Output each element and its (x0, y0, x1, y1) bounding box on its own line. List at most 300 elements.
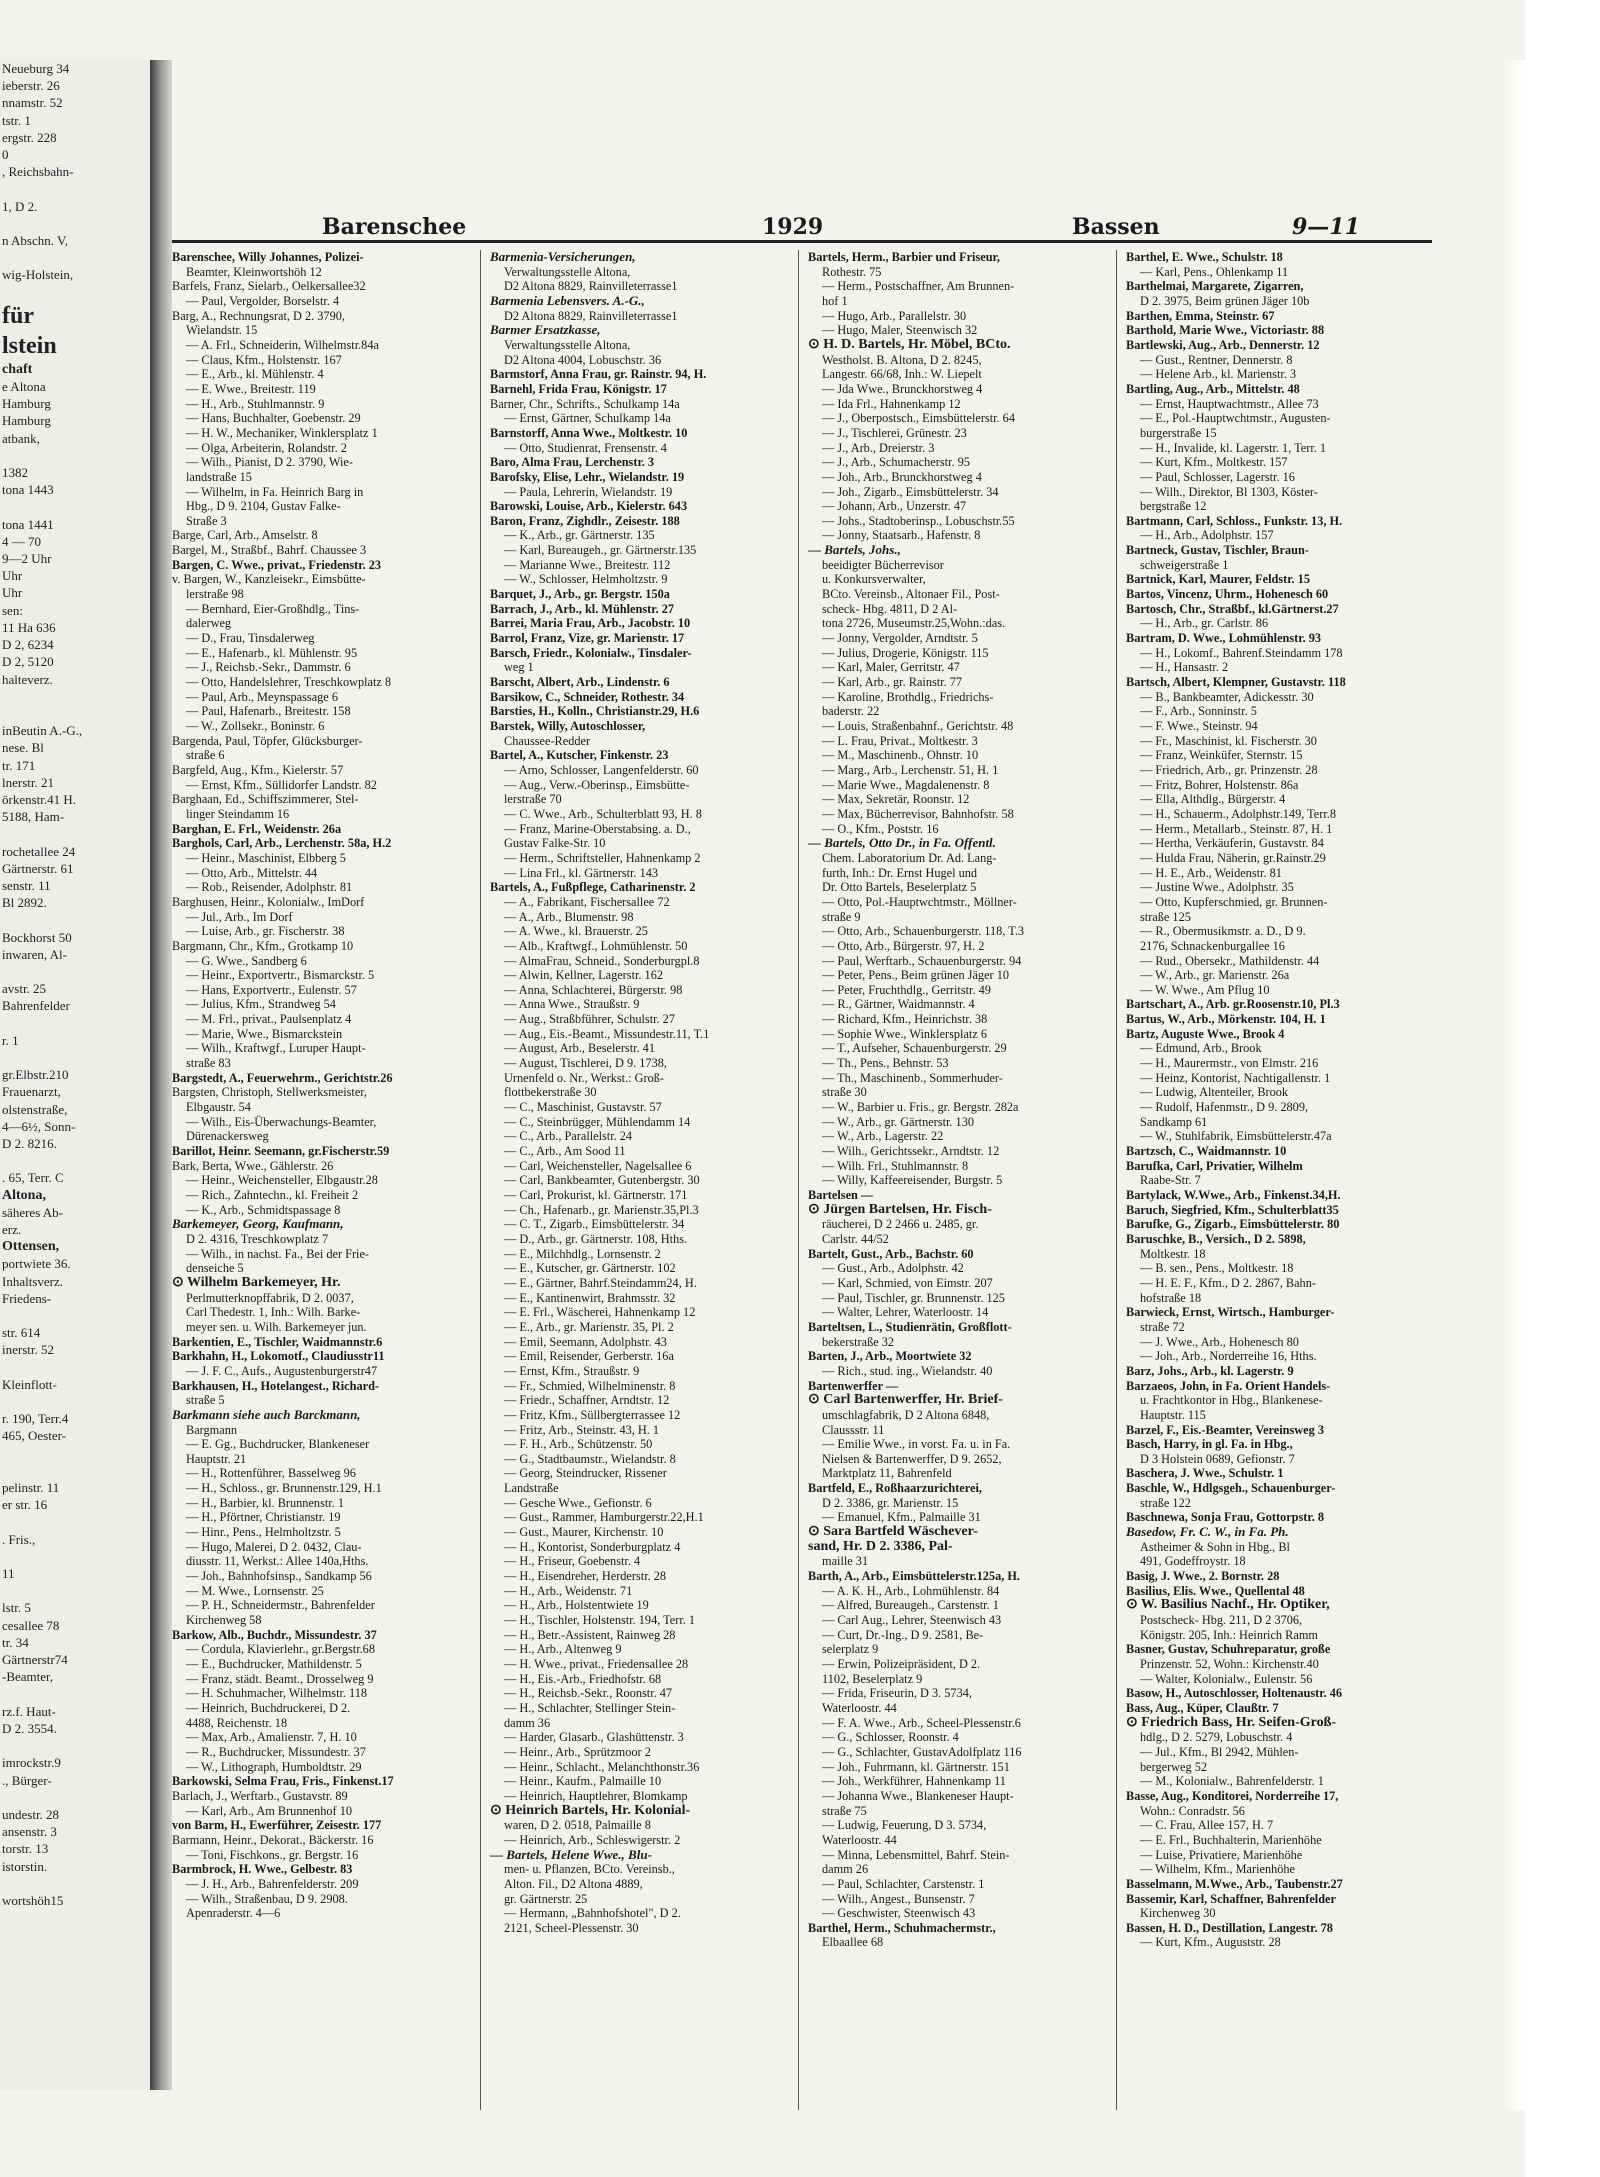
directory-entry: lerstraße 98 (186, 587, 244, 602)
margin-line: r. 1 (2, 1032, 19, 1048)
directory-entry: — Gust., Rentner, Dennerstr. 8 (1140, 352, 1293, 367)
directory-entry: — Hugo, Malerei, D 2. 0432, Clau- (186, 1539, 362, 1554)
directory-entry: Bartelsen — (808, 1188, 874, 1202)
directory-entry: — E. Frl., Wäscherei, Hahnenkamp 12 (504, 1305, 696, 1320)
margin-line: Hamburg (2, 396, 51, 412)
directory-entry: — G., Stadtbaumstr., Wielandstr. 8 (504, 1451, 676, 1466)
directory-entry: bekerstraße 32 (822, 1334, 895, 1349)
directory-entry: — Gust., Arb., Adolphstr. 42 (822, 1261, 964, 1276)
directory-entry: — Hertha, Verkäuferin, Gustavstr. 84 (1140, 836, 1324, 851)
directory-entry: D 2. 4316, Treschkowplatz 7 (186, 1231, 329, 1246)
directory-entry: — Hugo, Maler, Steenwisch 32 (822, 323, 978, 338)
margin-line (0, 1789, 150, 1806)
directory-entry: — H., Schlachter, Stellinger Stein- (504, 1700, 676, 1715)
directory-entry: furth, Inh.: Dr. Ernst Hugel und (822, 865, 978, 880)
directory-entry: Bartschart, A., Arb. gr.Roosenstr.10, Pl.3 (1126, 997, 1340, 1012)
margin-line: rochetallee 24 (2, 843, 76, 859)
directory-entry: — Otto, Arb., Schauenburgerstr. 118, T.3 (822, 924, 1025, 939)
column-2 (490, 250, 788, 2110)
directory-entry: Baschle, W., Hdlgsgeh., Schauenburger- (1126, 1481, 1336, 1496)
directory-entry: Dr. Otto Bartels, Beselerplatz 5 (822, 880, 977, 895)
directory-entry: — Ernst, Gärtner, Schulkamp 14a (504, 411, 671, 426)
directory-entry: — Rich., Zahntechn., kl. Freiheit 2 (186, 1188, 359, 1202)
directory-entry: u. Frachtkontor in Hbg., Blankenese- (1140, 1393, 1323, 1408)
directory-entry: maille 31 (822, 1554, 869, 1569)
directory-entry: — Jda Wwe., Brunckhorstweg 4 (822, 381, 983, 396)
directory-entry: Apenraderstr. 4—6 (186, 1906, 281, 1921)
directory-entry: Bargstedt, A., Feuerwehrm., Gerichtstr.26 (172, 1070, 393, 1085)
margin-line: nnamstr. 52 (2, 95, 63, 111)
directory-entry: — Hans, Exportvertr., Eulenstr. 57 (186, 982, 357, 997)
directory-entry: — J. F. C., Aufs., Augustenburgerstr47 (186, 1363, 378, 1378)
directory-entry: — E., Hafenarb., kl. Mühlenstr. 95 (186, 645, 358, 660)
directory-entry: — Kurt, Kfm., Moltkestr. 157 (1140, 455, 1288, 470)
directory-entry: 491, Godeffroystr. 18 (1140, 1554, 1246, 1569)
directory-entry: — Joh., Arb., Brunckhorstweg 4 (822, 469, 982, 484)
directory-entry: Königstr. 205, Inh.: Heinrich Ramm (1140, 1627, 1318, 1642)
directory-entry: Hbg., D 9. 2104, Gustav Falke- (186, 499, 341, 514)
directory-entry: — J., Tischlerei, Grünestr. 23 (822, 425, 967, 440)
page-header (172, 178, 1432, 240)
directory-entry: Barrach, J., Arb., kl. Mühlenstr. 27 (490, 601, 675, 616)
directory-entry: — Toni, Fischkons., gr. Bergstr. 16 (186, 1847, 359, 1862)
directory-entry: — Friedr., Schaffner, Arndtstr. 12 (504, 1393, 670, 1408)
directory-entry: — E., Arb., gr. Marienstr. 35, Pl. 2 (504, 1319, 674, 1334)
directory-entry: — Heinrich, Buchdruckerei, D 2. (186, 1700, 351, 1715)
directory-entry: Barge, Carl, Arb., Amselstr. 8 (172, 528, 318, 543)
directory-entry: Barmenia Lebensvers. A.-G., (490, 293, 645, 308)
directory-entry: — Paul, Tischler, gr. Brunnenstr. 125 (822, 1290, 1005, 1305)
directory-entry: — August, Tischlerei, D 9. 1738, (504, 1056, 667, 1071)
directory-entry: — H., Kontorist, Sonderburgplatz 4 (504, 1539, 681, 1554)
directory-entry: Barfels, Franz, Sielarb., Oelkersallee32 (172, 279, 366, 294)
directory-entry: — Gust., Rammer, Hamburgerstr.22,H.1 (504, 1510, 704, 1525)
directory-entry: — Jul., Kfm., Bl 2942, Mühlen- (1140, 1744, 1299, 1759)
directory-entry: — Karl, Maler, Gerritstr. 47 (822, 660, 960, 675)
directory-entry: Barg, A., Rechnungsrat, D 2. 3790, (172, 308, 345, 323)
directory-entry: — Otto, Arb., Bürgerstr. 97, H. 2 (822, 938, 985, 953)
margin-line: Ottensen, (2, 1239, 60, 1255)
directory-entry: — Anna, Schlachterei, Bürgerstr. 98 (504, 982, 683, 997)
directory-entry: Barthel, Herm., Schuhmachermstr., (808, 1920, 996, 1935)
directory-entry: — H., Schauerm., Adolphstr.149, Terr.8 (1140, 806, 1336, 821)
margin-line: olstenstraße, (2, 1101, 68, 1117)
margin-line (0, 1582, 150, 1599)
margin-line: Neueburg 34 (2, 61, 70, 76)
margin-line: str. 614 (2, 1325, 41, 1341)
directory-entry: Bassemir, Karl, Schaffner, Bahrenfelder (1126, 1891, 1336, 1906)
directory-entry: — Gust., Maurer, Kirchenstr. 10 (504, 1525, 664, 1540)
directory-entry: D2 Altona 8829, Rainvilleterrasse1 (504, 308, 678, 323)
directory-entry: flottbekerstraße 30 (504, 1085, 597, 1100)
directory-entry: — Hermann, „Bahnhofshotel", D 2. (504, 1906, 681, 1921)
directory-entry: — Franz, städt. Beamt., Drosselweg 9 (186, 1671, 374, 1686)
directory-entry: straße 30 (822, 1085, 867, 1100)
directory-entry: Barmann, Heinr., Dekorat., Bäckerstr. 16 (172, 1832, 374, 1847)
directory-entry: Bartel, A., Kutscher, Finkenstr. 23 (490, 748, 669, 763)
directory-entry: — Luise, Arb., gr. Fischerstr. 38 (186, 924, 345, 939)
directory-entry: Barthen, Emma, Steinstr. 67 (1126, 308, 1275, 323)
margin-line: er str. 16 (2, 1497, 48, 1513)
directory-entry: — Bartels, Otto Dr., in Fa. Offentl. (808, 836, 996, 851)
directory-entry: Moltkestr. 18 (1140, 1246, 1206, 1261)
directory-entry: — Kurt, Kfm., Auguststr. 28 (1140, 1935, 1281, 1950)
directory-entry: Barufka, Carl, Privatier, Wilhelm (1126, 1158, 1303, 1173)
directory-entry: — Paula, Lehrerin, Wielandstr. 19 (504, 484, 673, 499)
directory-entry: — Cordula, Klavierlehr., gr.Bergstr.68 (186, 1642, 375, 1657)
margin-line: , Reichsbahn- (2, 164, 74, 180)
directory-entry: Claussstr. 11 (822, 1422, 885, 1437)
margin-line: tona 1443 (2, 482, 54, 498)
directory-entry: — Bartels, Helene Wwe., Blu- (490, 1847, 652, 1862)
directory-entry: — T., Aufseher, Schauenburgerstr. 29 (822, 1041, 1007, 1056)
directory-entry: — Sophie Wwe., Winklersplatz 6 (822, 1026, 988, 1041)
directory-entry: damm 26 (822, 1862, 869, 1877)
directory-entry: Bartels, A., Fußpflege, Catharinenstr. 2 (490, 880, 696, 895)
margin-line: Gärtnerstr74 (2, 1652, 68, 1668)
directory-entry: — Johanna Wwe., Blankeneser Haupt- (822, 1788, 1014, 1803)
directory-entry: Barmbrock, H. Wwe., Gelbestr. 83 (172, 1862, 353, 1877)
margin-line: 5188, Ham- (2, 809, 65, 825)
directory-entry: — M., Kolonialw., Bahrenfelderstr. 1 (1140, 1774, 1324, 1789)
adjacent-page-fragment (0, 60, 150, 2090)
margin-line (0, 1462, 150, 1479)
directory-entry: — Carl, Bankbeamter, Gutenbergstr. 30 (504, 1173, 700, 1188)
directory-entry: — H., Tischler, Holstenstr. 194, Terr. 1 (504, 1613, 696, 1628)
directory-entry: dalerweg (186, 616, 232, 631)
directory-entry: Barmstorf, Anna Frau, gr. Rainstr. 94, H. (490, 367, 707, 382)
margin-line: ansenstr. 3 (2, 1824, 57, 1840)
directory-entry: D2 Altona 8829, Rainvilleterrasse1 (504, 279, 678, 294)
margin-line: n Abschn. V, (2, 233, 68, 249)
directory-entry: ⊙ W. Basilius Nachf., Hr. Optiker, (1126, 1598, 1330, 1613)
directory-entry: — Jul., Arb., Im Dorf (186, 909, 293, 924)
margin-line: inerstr. 52 (2, 1342, 54, 1358)
directory-entry: — H., Eis.-Arb., Friedhofstr. 68 (504, 1671, 662, 1686)
directory-entry: Basedow, Fr. C. W., in Fa. Ph. (1126, 1525, 1289, 1540)
directory-entry: — C., Arb., Parallelstr. 24 (504, 1129, 633, 1144)
margin-line (0, 284, 150, 301)
directory-entry: — Fritz, Kfm., Süllbergterrassee 12 (504, 1407, 681, 1422)
directory-entry: Basse, Aug., Konditorei, Norderreihe 17, (1126, 1788, 1339, 1803)
directory-entry: Bargsten, Christoph, Stellwerksmeister, (172, 1085, 367, 1100)
margin-line: Bl 2892. (2, 895, 47, 911)
directory-entry: Bartenwerffer — (808, 1378, 899, 1393)
directory-entry: scheck- Hbg. 4811, D 2 Al- (822, 601, 958, 616)
page-edge-shadow (1500, 60, 1525, 2110)
directory-entry: Barsties, H., Kolln., Christianstr.29, H.6 (490, 704, 700, 719)
directory-entry: — Lina Frl., kl. Gärtnerstr. 143 (504, 865, 659, 880)
directory-entry: Barkmann siehe auch Barckmann, (172, 1407, 361, 1422)
directory-entry: — Wilhelm, in Fa. Heinrich Barg in (186, 484, 364, 499)
directory-entry: — Wilh., Eis-Überwachungs-Beamter, (186, 1114, 377, 1129)
directory-entry: — H., Eisendreher, Herderstr. 28 (504, 1569, 667, 1584)
margin-line: 4—6½, Sonn- (2, 1118, 76, 1134)
directory-entry: — H., Friseur, Goebenstr. 4 (504, 1554, 641, 1569)
directory-entry: — W., Arb., Lagerstr. 22 (822, 1129, 944, 1144)
directory-entry: — Emil, Reisender, Gerberstr. 16a (504, 1349, 674, 1364)
margin-line (0, 705, 150, 722)
margin-line (0, 1393, 150, 1410)
directory-entry: landstraße 15 (186, 469, 252, 484)
directory-entry: — R., Buchdrucker, Missundestr. 37 (186, 1744, 366, 1759)
directory-entry: — J., Oberpostsch., Eimsbüttelerstr. 64 (822, 411, 1015, 426)
margin-line: 1, D 2. (2, 198, 38, 214)
directory-entry: — Karl, Arb., gr. Rainstr. 77 (822, 675, 963, 690)
directory-entry: — Herm., Metallarb., Steinstr. 87, H. 1 (1140, 821, 1333, 836)
margin-line: lnerstr. 21 (2, 774, 54, 790)
directory-entry: — Karoline, Brothdlg., Friedrichs- (822, 689, 994, 704)
directory-entry: — W., Stuhlfabrik, Eimsbüttelerstr.47a (1140, 1129, 1332, 1144)
directory-entry: — Alfred, Bureaugeh., Carstenstr. 1 (822, 1598, 999, 1613)
directory-entry: — Rudolf, Hafenmstr., D 9. 2809, (1140, 1100, 1309, 1115)
directory-entry: — H., Lokomf., Bahrenf.Steindamm 178 (1140, 645, 1343, 660)
directory-entry: — Helene Arb., kl. Marienstr. 3 (1140, 367, 1297, 382)
directory-entry: Barrol, Franz, Vize, gr. Marienstr. 17 (490, 631, 685, 646)
directory-entry: — Luise, Privatiere, Marienhöhe (1140, 1847, 1303, 1862)
directory-entry: Barner, Chr., Schrifts., Schulkamp 14a (490, 396, 680, 411)
margin-line (0, 1015, 150, 1032)
margin-line: nese. Bl (2, 740, 44, 756)
directory-entry: Bargenda, Paul, Töpfer, Glücksburger- (172, 733, 363, 748)
directory-entry: Kirchenweg 58 (186, 1613, 262, 1628)
margin-line: ., Bürger- (2, 1772, 52, 1788)
directory-entry: — Wilh., Straßenbau, D 9. 2908. (186, 1891, 348, 1906)
directory-entry: bergerweg 52 (1140, 1759, 1208, 1774)
margin-line: . Fris., (2, 1531, 36, 1547)
directory-entry: — Jonny, Vergolder, Arndtstr. 5 (822, 631, 978, 646)
directory-entry: — C., Steinbrügger, Mühlendamm 14 (504, 1114, 691, 1129)
directory-entry: — Ella, Althdlg., Bürgerstr. 4 (1140, 792, 1286, 807)
directory-entry: — Justine Wwe., Adolphstr. 35 (1140, 880, 1294, 895)
margin-line: sen: (2, 602, 23, 618)
directory-entry: — A., Arb., Blumenstr. 98 (504, 909, 634, 924)
directory-entry: — M. Wwe., Lornsenstr. 25 (186, 1583, 324, 1598)
directory-entry: — H., Schloss., gr. Brunnenstr.129, H.1 (186, 1481, 382, 1496)
directory-entry: — Paul, Werftarb., Schauenburgerstr. 94 (822, 953, 1022, 968)
directory-entry: Langestr. 66/68, Inh.: W. Liepelt (822, 367, 982, 382)
directory-entry: — F., Arb., Sonninstr. 5 (1140, 704, 1257, 719)
directory-entry: — E. Gg., Buchdrucker, Blankeneser (186, 1437, 370, 1452)
directory-entry: — Minna, Lebensmittel, Bahrf. Stein- (822, 1847, 1010, 1862)
directory-entry: — Joh., Fuhrmann, kl. Gärtnerstr. 151 (822, 1759, 1010, 1774)
margin-line: undestr. 28 (2, 1806, 60, 1822)
directory-entry: — H., Barbier, kl. Brunnenstr. 1 (186, 1495, 344, 1510)
margin-line: atbank, (2, 430, 40, 446)
directory-entry: — Arno, Schlosser, Langenfelderstr. 60 (504, 762, 699, 777)
directory-entry: straße 9 (822, 909, 861, 924)
directory-entry: Bargfeld, Aug., Kfm., Kielerstr. 57 (172, 762, 344, 777)
directory-entry: Bartz, Auguste Wwe., Brook 4 (1126, 1026, 1285, 1041)
margin-line: D 2, 5120 (2, 654, 54, 670)
directory-entry: — Julius, Drogerie, Königstr. 115 (822, 645, 989, 660)
margin-line: 11 Ha 636 (2, 619, 56, 635)
directory-entry: — E., Buchdrucker, Mathildenstr. 5 (186, 1657, 362, 1671)
directory-entry: — A. K. H., Arb., Lohmühlenstr. 84 (822, 1583, 1000, 1598)
margin-line: rz.f. Haut- (2, 1703, 56, 1719)
margin-line: Bahrenfelder (2, 998, 70, 1014)
margin-line: torstr. 13 (2, 1841, 49, 1857)
directory-page (172, 178, 1432, 2118)
directory-entry: — Friedrich, Arb., gr. Prinzenstr. 28 (1140, 762, 1318, 777)
directory-entry: ⊙ Carl Bartenwerffer, Hr. Brief- (808, 1393, 1003, 1408)
directory-entry: — H. E., Arb., Weidenstr. 81 (1140, 865, 1282, 880)
directory-entry: — W., Barbier u. Fris., gr. Bergstr. 282a (822, 1100, 1019, 1115)
directory-entry: 1102, Beselerplatz 9 (822, 1671, 923, 1686)
margin-line: 11 (2, 1566, 15, 1582)
margin-line: imrockstr.9 (2, 1755, 61, 1771)
directory-entry: — H., Maurermstr., von Elmstr. 216 (1140, 1056, 1319, 1071)
directory-entry: Barkowski, Selma Frau, Fris., Finkenst.17 (172, 1774, 394, 1789)
directory-entry: — Fritz, Arb., Steinstr. 43, H. 1 (504, 1422, 660, 1437)
directory-entry: — H., Hansastr. 2 (1140, 660, 1229, 675)
directory-entry: Bassen, H. D., Destillation, Langestr. 78 (1126, 1920, 1333, 1935)
directory-entry: — Marg., Arb., Lerchenstr. 51, H. 1 (822, 762, 999, 777)
directory-entry: — Carl Aug., Lehrer, Steenwisch 43 (822, 1613, 1002, 1628)
directory-entry: Postscheck- Hbg. 211, D 2 3706, (1140, 1613, 1303, 1628)
directory-entry: von Barm, H., Ewerführer, Zeisestr. 177 (172, 1818, 382, 1833)
directory-entry: Sandkamp 61 (1140, 1114, 1208, 1129)
directory-entry: denseiche 5 (186, 1261, 244, 1276)
directory-entry: straße 125 (1140, 909, 1191, 924)
directory-entry: Bartram, D. Wwe., Lohmühlenstr. 93 (1126, 631, 1322, 646)
directory-entry: beeidigter Bücherrevisor (822, 557, 944, 572)
directory-entry: — K., Arb., Schmidtspassage 8 (186, 1202, 341, 1217)
directory-entry: schweigerstraße 1 (1140, 557, 1229, 572)
directory-entry: Barstek, Willy, Autoschlosser, (490, 719, 646, 733)
directory-entry: lerstraße 70 (504, 792, 562, 807)
margin-line (0, 688, 150, 705)
directory-entry: — Frida, Friseurin, D 3. 5734, (822, 1686, 972, 1701)
directory-entry: — B., Bankbeamter, Adickesstr. 30 (1140, 689, 1314, 704)
directory-entry: — Edmund, Arb., Brook (1140, 1041, 1262, 1056)
directory-entry: diusstr. 11, Werkst.: Allee 140a,Hths. (186, 1554, 369, 1569)
directory-entry: hofstraße 18 (1140, 1290, 1202, 1305)
directory-entry: Barrei, Maria Frau, Arb., Jacobstr. 10 (490, 616, 691, 631)
directory-entry: Bartelt, Gust., Arb., Bachstr. 60 (808, 1246, 974, 1261)
directory-entry: selerplatz 9 (822, 1642, 879, 1657)
directory-entry: D 2. 3386, gr. Marienstr. 15 (822, 1495, 959, 1510)
margin-line: säheres Ab- (2, 1204, 64, 1220)
directory-entry: Barnstorff, Anna Wwe., Moltkestr. 10 (490, 425, 688, 440)
directory-entry: Bartneck, Gustav, Tischler, Braun- (1126, 543, 1309, 558)
directory-entry: damm 36 (504, 1715, 551, 1730)
directory-entry: — Wilh., Direktor, Bl 1303, Köster- (1140, 484, 1318, 499)
directory-entry: — Johs., Stadtoberinsp., Lobuschstr.55 (822, 513, 1015, 528)
directory-entry: Bargmann (186, 1422, 238, 1437)
directory-entry: D 2. 3975, Beim grünen Jäger 10b (1140, 293, 1310, 308)
directory-entry: — Carl, Weichensteller, Nagelsallee 6 (504, 1158, 692, 1173)
directory-entry: — H., Pförtner, Christianstr. 19 (186, 1510, 341, 1525)
margin-line (0, 1152, 150, 1169)
margin-line: gr.Elbstr.210 (2, 1067, 69, 1083)
directory-entry: — H., Arb., Weidenstr. 71 (504, 1583, 633, 1598)
directory-entry: Barthelmai, Margarete, Zigarren, (1126, 279, 1304, 294)
directory-entry: — Wilh. Frl., Stuhlmannstr. 8 (822, 1158, 969, 1173)
directory-entry: v. Bargen, W., Kanzleisekr., Eimsbütte- (172, 572, 366, 587)
directory-entry: Carlstr. 44/52 (822, 1231, 889, 1246)
directory-entry: — E. Wwe., Breitestr. 119 (186, 381, 316, 396)
directory-entry: — Ch., Hafenarb., gr. Marienstr.35,Pl.3 (504, 1202, 699, 1217)
directory-entry: Bargen, C. Wwe., privat., Friedenstr. 23 (172, 557, 382, 572)
directory-entry: — E., Gärtner, Bahrf.Steindamm24, H. (504, 1275, 697, 1290)
margin-line (0, 1875, 150, 1892)
directory-entry: Waterloostr. 44 (822, 1700, 897, 1715)
directory-entry: — Heinr., Maschinist, Elbberg 5 (186, 850, 346, 865)
directory-entry: Barlach, J., Werftarb., Gustavstr. 89 (172, 1788, 348, 1803)
directory-entry: Baschera, J. Wwe., Schulstr. 1 (1126, 1466, 1284, 1481)
directory-entry: linger Steindamm 16 (186, 806, 290, 821)
margin-line: wig-Holstein, (2, 267, 74, 283)
directory-entry: — L. Frau, Privat., Moltkestr. 3 (822, 733, 978, 748)
margin-line: Friedens- (2, 1290, 52, 1306)
directory-entry: Straße 3 (186, 513, 227, 528)
directory-entry: — Harder, Glasarb., Glashüttenstr. 3 (504, 1730, 684, 1745)
margin-line: halteverz. (2, 671, 53, 687)
directory-entry: — K., Arb., gr. Gärtnerstr. 135 (504, 528, 655, 543)
directory-entry: — Heinz, Kontorist, Nachtigallenstr. 1 (1140, 1070, 1331, 1085)
directory-entry: — H. W., Mechaniker, Winklersplatz 1 (186, 425, 378, 440)
directory-entry: Gustav Falke-Str. 10 (504, 836, 606, 851)
directory-entry: — O., Kfm., Poststr. 16 (822, 821, 939, 836)
directory-entry: — W. Wwe., Am Pflug 10 (1140, 982, 1270, 997)
margin-line: senstr. 11 (2, 877, 51, 893)
directory-entry: — H., Invalide, kl. Lagerstr. 1, Terr. 1 (1140, 440, 1327, 455)
directory-entry: — M., Maschinenb., Ohnstr. 10 (822, 748, 979, 763)
margin-line: lstr. 5 (2, 1600, 31, 1616)
directory-entry: Nielsen & Bartenwerffer, D 9. 2652, (822, 1451, 1002, 1466)
directory-entry: — Max, Arb., Amalienstr. 7, H. 10 (186, 1730, 357, 1745)
margin-line: D 2. 8216. (2, 1135, 57, 1151)
directory-entry: — Wilh., Angest., Bunsenstr. 7 (822, 1891, 975, 1906)
directory-entry: — H., Reichsb.-Sekr., Roonstr. 47 (504, 1686, 673, 1701)
directory-entry: Barkentien, E., Tischler, Waidmannstr.6 (172, 1334, 383, 1349)
directory-entry: Barz, Johs., Arb., kl. Lagerstr. 9 (1126, 1363, 1294, 1378)
directory-entry: Alton. Fil., D2 Altona 4889, (504, 1876, 643, 1891)
directory-entry: — Max, Bücherrevisor, Bahnhofstr. 58 (822, 806, 1014, 821)
directory-entry: Barghaan, Ed., Schiffszimmerer, Stel- (172, 792, 359, 807)
directory-entry: D 3 Holstein 0689, Gefionstr. 7 (1140, 1451, 1295, 1466)
margin-line: istorstin. (2, 1858, 48, 1874)
directory-entry: 2176, Schnackenburgallee 16 (1140, 938, 1285, 953)
header-year: 1929 (762, 214, 824, 240)
directory-entry: tona 2726, Museumstr.25,Wohn.:das. (822, 616, 1006, 631)
directory-entry: Barenschee, Willy Johannes, Polizei- (172, 250, 364, 264)
directory-entry: — Peter, Fruchthdlg., Gerritstr. 49 (822, 982, 991, 997)
margin-line (0, 180, 150, 197)
directory-entry: — Wilh., Gerichtssekr., Arndtstr. 12 (822, 1144, 1000, 1159)
directory-entry: Bartmann, Carl, Schloss., Funkstr. 13, H. (1126, 513, 1343, 528)
margin-line (0, 1548, 150, 1565)
directory-entry: — W., Zollsekr., Boninstr. 6 (186, 719, 325, 733)
directory-entry: Beamter, Kleinwortshöh 12 (186, 264, 322, 279)
directory-entry: Hauptstr. 115 (1140, 1407, 1206, 1422)
directory-entry: Bartsch, Albert, Klempner, Gustavstr. 118 (1126, 675, 1346, 690)
directory-entry: Basch, Harry, in gl. Fa. in Hbg., (1126, 1437, 1293, 1452)
directory-entry: men- u. Pflanzen, BCto. Vereinsb., (504, 1862, 675, 1877)
directory-entry: — Walter, Lehrer, Waterloostr. 14 (822, 1305, 989, 1320)
directory-entry: — A. Frl., Schneiderin, Wilhelmstr.84a (186, 337, 379, 352)
margin-line (0, 498, 150, 515)
directory-entry: Elbgaustr. 54 (186, 1100, 251, 1115)
margin-line (0, 1445, 150, 1462)
directory-entry: — Ludwig, Altenteiler, Brook (1140, 1085, 1289, 1100)
directory-entry: — Franz, Marine-Oberstabsing. a. D., (504, 821, 691, 836)
directory-entry: Carl Thedestr. 1, Inh.: Wilh. Barke- (186, 1305, 361, 1320)
directory-entry: Waterloostr. 44 (822, 1832, 897, 1847)
directory-entry: Bartfeld, E., Roßhaarzurichterei, (808, 1481, 982, 1496)
directory-entry: — Walter, Kolonialw., Eulenstr. 56 (1140, 1671, 1313, 1686)
